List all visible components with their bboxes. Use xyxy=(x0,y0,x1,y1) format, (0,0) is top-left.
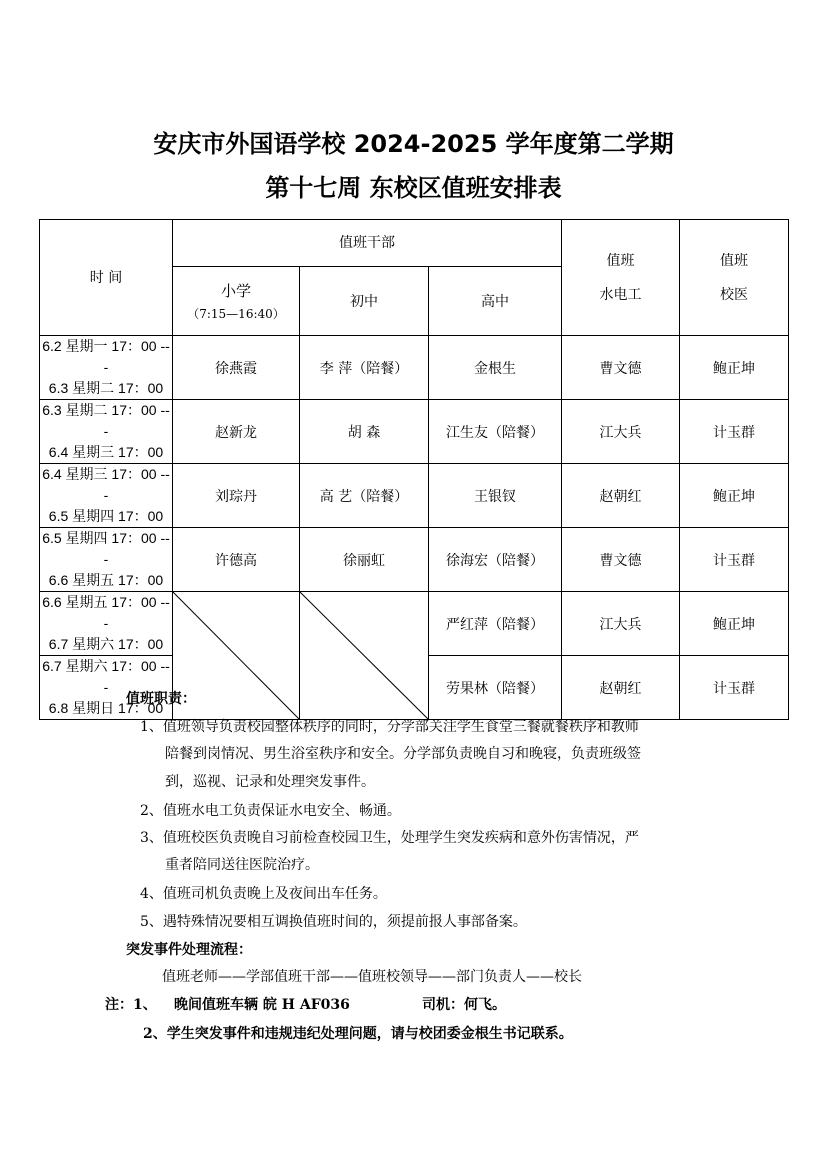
time-end: 6.6 星期五 17：00 xyxy=(48,572,164,588)
duty-item-3-line-2: 重者陪同送往医院治疗。 xyxy=(165,857,319,873)
duty-item-4: 4、值班司机负责晚上及夜间出车任务。 xyxy=(140,886,387,902)
document-subtitle: 第十七周 东校区值班安排表 xyxy=(265,174,562,202)
senior-cell: 严红萍（陪餐） xyxy=(429,592,562,656)
time-end: 6.8 星期日 17：00 xyxy=(48,700,164,716)
junior-cell: 高 艺（陪餐） xyxy=(300,464,429,528)
doctor-header-line2: 校医 xyxy=(720,286,748,303)
time-start: 6.3 星期二 17：00 --- xyxy=(42,402,170,439)
primary-cell: 徐燕霞 xyxy=(173,336,300,400)
duty-item-1-line-1: 1、值班领导负责校园整体秩序的同时，分学部关注学生食堂三餐就餐秩序和教师 xyxy=(140,719,639,735)
doctor-cell: 计玉群 xyxy=(680,528,789,592)
note-1-driver: 司机：何飞。 xyxy=(422,997,506,1013)
time-cell xyxy=(40,464,173,528)
emergency-flow: 值班老师——学部值班干部——值班校领导——部门负责人——校长 xyxy=(162,969,582,985)
time-start: 6.6 星期五 17：00 --- xyxy=(42,594,170,631)
document-title: 安庆市外国语学校 2024-2025 学年度第二学期 xyxy=(153,130,674,158)
time-start: 6.7 星期六 17：00 --- xyxy=(42,658,170,695)
electrician-header-line2: 水电工 xyxy=(599,286,642,303)
primary-cell: 赵新龙 xyxy=(173,400,300,464)
primary-header xyxy=(173,267,300,336)
time-end: 6.5 星期四 17：00 xyxy=(48,508,164,524)
duty-item-2: 2、值班水电工负责保证水电安全、畅通。 xyxy=(140,803,401,819)
time-cell xyxy=(40,592,173,656)
primary-header-label: 小学 xyxy=(220,282,251,300)
doctor-cell: 鲍正坤 xyxy=(680,464,789,528)
junior-cell-empty-diagonal xyxy=(300,592,429,720)
table-row xyxy=(40,400,789,464)
note-1-prefix: 注：1、 xyxy=(105,997,157,1013)
primary-hours: （7:15—16:40） xyxy=(187,307,285,321)
duties-heading: 值班职责： xyxy=(126,691,196,707)
time-cell xyxy=(40,336,173,400)
time-cell xyxy=(40,528,173,592)
doctor-cell: 计玉群 xyxy=(680,400,789,464)
emergency-heading: 突发事件处理流程： xyxy=(126,942,252,958)
electrician-cell: 曹文德 xyxy=(562,528,680,592)
time-end: 6.7 星期六 17：00 xyxy=(48,636,164,652)
note-2: 2、学生突发事件和违规违纪处理问题，请与校团委金根生书记联系。 xyxy=(143,1026,573,1042)
electrician-cell: 江大兵 xyxy=(562,400,680,464)
table-row xyxy=(40,464,789,528)
electrician-header xyxy=(562,220,680,336)
electrician-cell: 江大兵 xyxy=(562,592,680,656)
duty-item-1-line-3: 到，巡视、记录和处理突发事件。 xyxy=(165,774,375,790)
table-row xyxy=(40,336,789,400)
senior-cell: 王银钗 xyxy=(429,464,562,528)
time-start: 6.5 星期四 17：00 --- xyxy=(42,530,170,567)
time-end: 6.4 星期三 17：00 xyxy=(48,444,164,460)
diagonal-strike xyxy=(300,592,428,719)
note-1-vehicle: 晚间值班车辆 皖 H AF036 xyxy=(174,997,350,1013)
junior-cell: 李 萍（陪餐） xyxy=(300,336,429,400)
duty-item-3-line-1: 3、值班校医负责晚自习前检查校园卫生，处理学生突发疾病和意外伤害情况，严 xyxy=(140,830,639,846)
time-end: 6.3 星期二 17：00 xyxy=(48,380,164,396)
doctor-cell: 鲍正坤 xyxy=(680,336,789,400)
electrician-cell: 赵朝红 xyxy=(562,656,680,720)
electrician-header-line1: 值班 xyxy=(606,252,635,269)
senior-header: 高中 xyxy=(429,267,562,336)
table-row xyxy=(40,528,789,592)
primary-cell: 许德高 xyxy=(173,528,300,592)
duty-item-5: 5、遇特殊情况要相互调换值班时间的，须提前报人事部备案。 xyxy=(140,914,527,930)
table-row xyxy=(40,592,789,656)
junior-cell: 徐丽虹 xyxy=(300,528,429,592)
senior-cell: 金根生 xyxy=(429,336,562,400)
time-cell xyxy=(40,400,173,464)
primary-cell: 刘琮丹 xyxy=(173,464,300,528)
senior-cell: 江生友（陪餐） xyxy=(429,400,562,464)
duty-schedule-table xyxy=(39,219,789,720)
cadre-header: 值班干部 xyxy=(173,220,562,267)
junior-cell: 胡 森 xyxy=(300,400,429,464)
time-start: 6.4 星期三 17：00 --- xyxy=(42,466,170,503)
junior-header: 初中 xyxy=(300,267,429,336)
doctor-cell: 计玉群 xyxy=(680,656,789,720)
senior-cell: 劳果林（陪餐） xyxy=(429,656,562,720)
doctor-header xyxy=(680,220,789,336)
duty-item-1-line-2: 陪餐到岗情况、男生浴室秩序和安全。分学部负责晚自习和晚寝，负责班级签 xyxy=(165,746,641,762)
doctor-cell: 鲍正坤 xyxy=(680,592,789,656)
electrician-cell: 曹文德 xyxy=(562,336,680,400)
electrician-cell: 赵朝红 xyxy=(562,464,680,528)
time-header: 时 间 xyxy=(40,220,173,336)
doctor-header-line1: 值班 xyxy=(720,252,748,269)
time-start: 6.2 星期一 17：00 --- xyxy=(42,338,170,375)
senior-cell: 徐海宏（陪餐） xyxy=(429,528,562,592)
